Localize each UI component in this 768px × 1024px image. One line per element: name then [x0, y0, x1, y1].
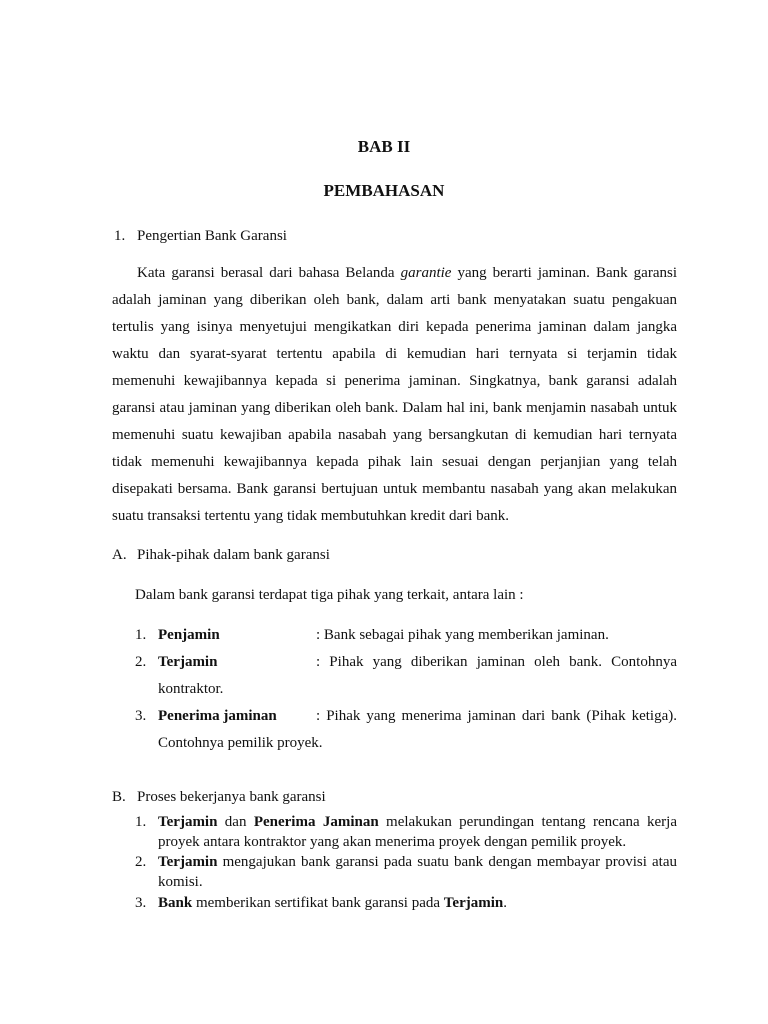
process-step-cont: komisi.	[158, 874, 203, 890]
list-number: 1.	[135, 627, 147, 643]
text-run: Kata garansi berasal dari bahasa Belanda	[137, 265, 401, 281]
list-term: Terjamin	[158, 654, 218, 670]
section-heading: Proses bekerjanya bank garansi	[137, 789, 326, 805]
paragraph-line: tertulis yang isinya menyetujui mengikatkan diri kepada penerima jaminan dalam jangka	[112, 319, 677, 335]
chapter-heading: BAB II	[357, 137, 411, 156]
text-run: mengajukan bank garansi pada suatu bank dengan membayar provisi atau	[217, 854, 677, 870]
list-number: 1.	[135, 814, 147, 830]
text-run: memberikan sertifikat bank garansi pada	[192, 895, 444, 911]
paragraph-line: memenuhi suatu kewajiban apabila nasabah yang bersangkutan di kemudian hari ternyata	[112, 427, 677, 443]
text-run: dan	[217, 814, 254, 830]
paragraph-line: suatu transaksi tertentu yang tidak membutuhkan kredit dari bank.	[112, 508, 509, 524]
list-term: Penerima jaminan	[158, 708, 277, 724]
section-intro: Dalam bank garansi terdapat tiga pihak yang terkait, antara lain :	[135, 587, 524, 603]
text-run: melakukan perundingan tentang rencana kerja	[378, 814, 677, 830]
paragraph-line	[137, 263, 677, 283]
list-definition-cont: kontraktor.	[158, 681, 224, 697]
text-run: yang berarti jaminan. Bank garansi	[451, 265, 677, 281]
bold-term: Penerima Jaminan	[253, 814, 379, 830]
bold-term: Terjamin	[158, 814, 218, 830]
section-letter: B.	[112, 789, 126, 805]
process-step-line	[158, 852, 677, 872]
section-heading: Pengertian Bank Garansi	[137, 228, 287, 244]
paragraph-line: memenuhi kewajibannya kepada si penerima jaminan. Singkatnya, bank garansi adalah	[112, 373, 677, 389]
list-definition: : Bank sebagai pihak yang memberikan jaminan.	[316, 627, 609, 643]
text-run: .	[503, 895, 507, 911]
paragraph-line: disepakati bersama. Bank garansi bertujuan untuk membantu nasabah yang akan melakukan	[112, 481, 677, 497]
bold-term: Bank	[158, 895, 193, 911]
chapter-title: PEMBAHASAN	[323, 181, 445, 200]
bold-term: Terjamin	[158, 854, 218, 870]
list-definition: : Pihak yang menerima jaminan dari bank (Pihak ketiga).	[316, 708, 677, 724]
paragraph-line: waktu dan syarat-syarat tertentu apabila di kemudian hari ternyata si terjamin tidak	[112, 346, 677, 362]
paragraph-line: adalah jaminan yang diberikan oleh bank, dalam arti bank menyatakan suatu pengakuan	[112, 292, 677, 308]
section-number: 1.	[114, 228, 126, 244]
process-step-line	[158, 893, 507, 913]
list-term: Penjamin	[158, 627, 220, 643]
section-heading: Pihak-pihak dalam bank garansi	[137, 547, 330, 563]
section-letter: A.	[112, 547, 127, 563]
process-step-cont: proyek antara kontraktor yang akan menerima proyek dengan pemilik proyek.	[158, 834, 627, 850]
list-number: 3.	[135, 895, 147, 911]
list-number: 2.	[135, 654, 147, 670]
paragraph-line: garansi atau jaminan yang diberikan oleh bank. Dalam hal ini, bank menjamin nasabah untuk	[112, 400, 677, 416]
list-definition: : Pihak yang diberikan jaminan oleh bank. Contohnya	[316, 654, 677, 670]
list-number: 3.	[135, 708, 147, 724]
list-number: 2.	[135, 854, 147, 870]
bold-term: Terjamin	[443, 895, 504, 911]
list-definition-cont: Contohnya pemilik proyek.	[158, 735, 323, 751]
paragraph-line: tidak memenuhi kewajibannya kepada pihak lain sesuai dengan perjanjian yang telah	[112, 454, 677, 470]
italic-term: garantie	[400, 265, 452, 281]
process-step-line	[158, 812, 677, 832]
